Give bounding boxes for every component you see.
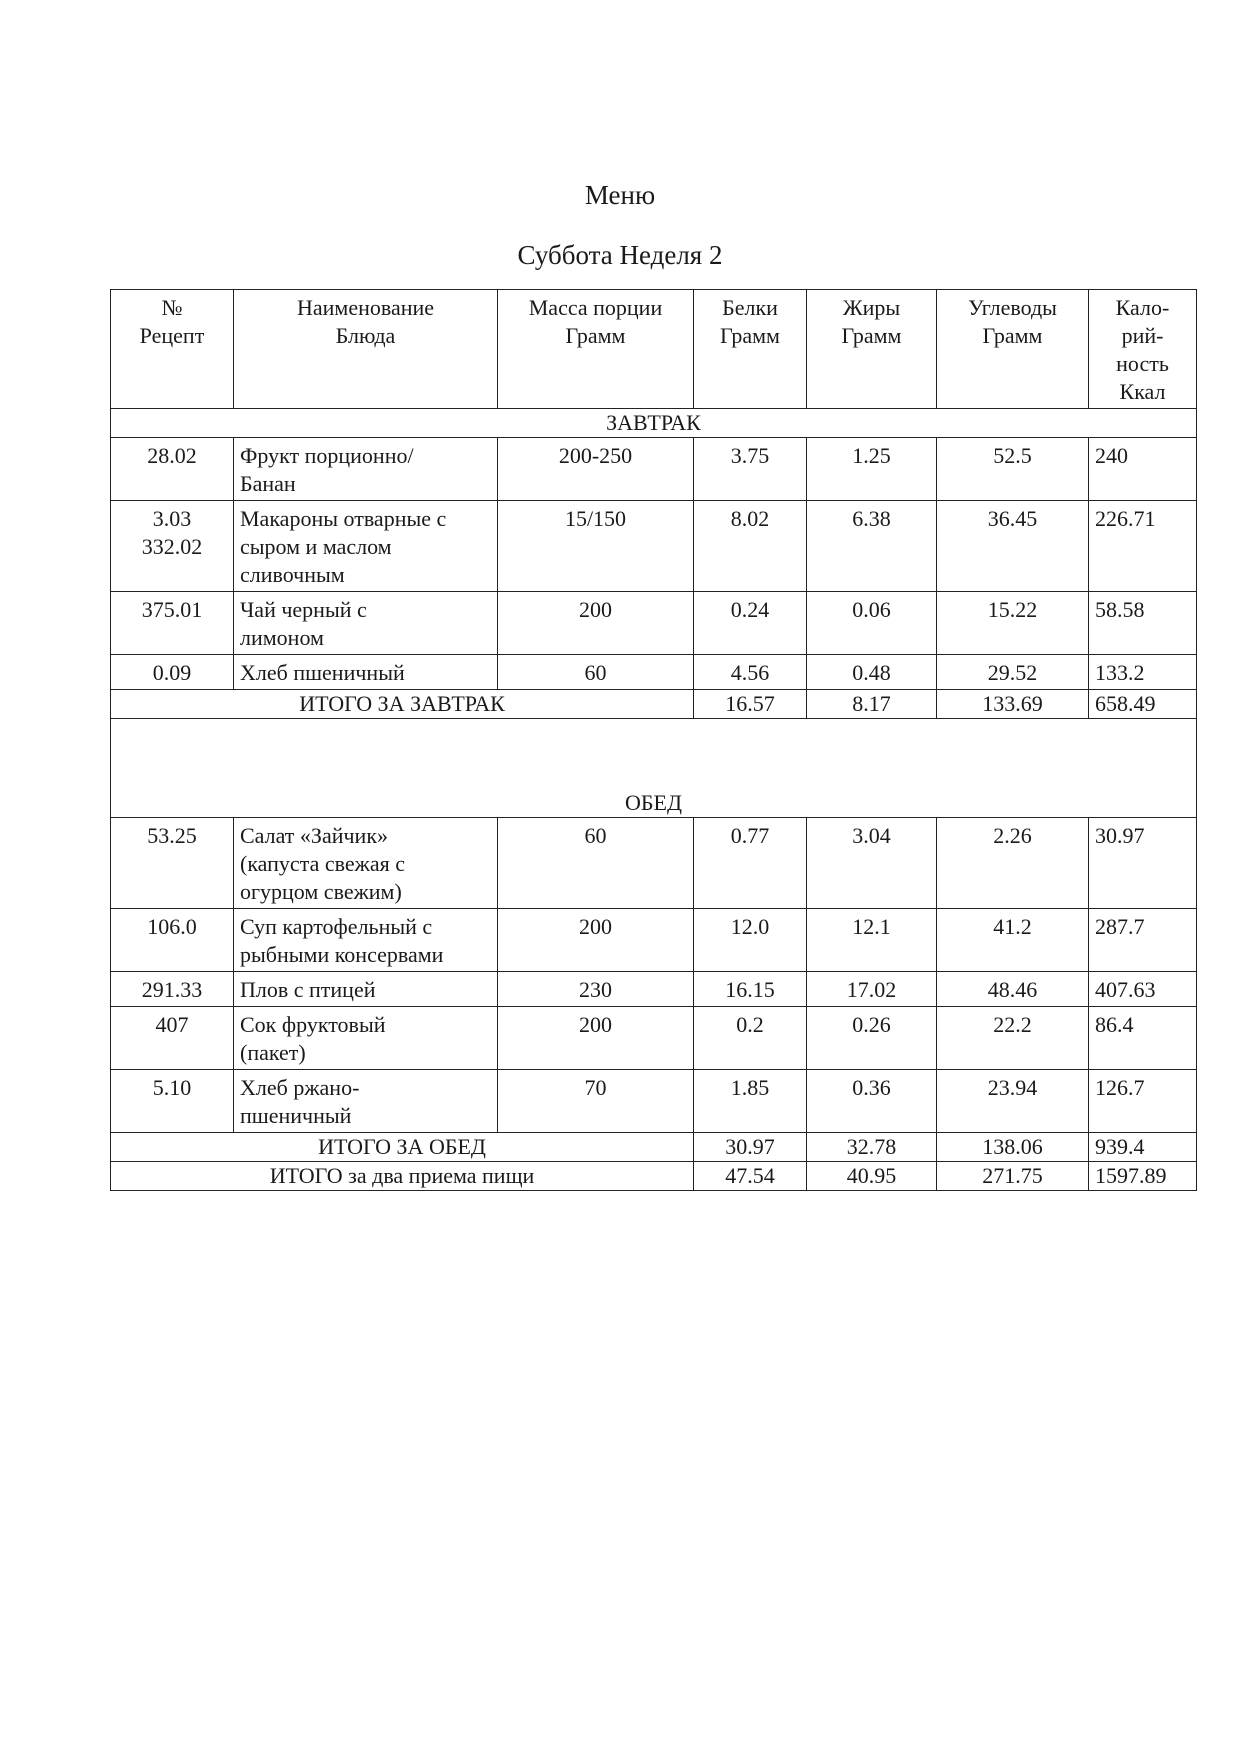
menu-table xyxy=(110,289,1197,1191)
section-label: ЗАВТРАК xyxy=(111,409,1197,438)
protein-cell: 0.2 xyxy=(694,1007,807,1070)
mass-cell: 70 xyxy=(498,1070,694,1133)
header-recipe: № Рецепт xyxy=(111,290,234,409)
carbs-cell: 52.5 xyxy=(937,438,1089,501)
dish-name-cell: Сок фруктовый (пакет) xyxy=(234,1007,498,1070)
recipe-cell: 291.33 xyxy=(111,972,234,1007)
fat-cell: 0.36 xyxy=(807,1070,937,1133)
carbs-cell: 2.26 xyxy=(937,818,1089,909)
protein-total: 30.97 xyxy=(694,1133,807,1162)
fat-cell: 0.26 xyxy=(807,1007,937,1070)
kcal-cell: 407.63 xyxy=(1089,972,1197,1007)
mass-cell: 200 xyxy=(498,909,694,972)
protein-cell: 0.77 xyxy=(694,818,807,909)
table-row xyxy=(111,909,1197,972)
recipe-cell: 28.02 xyxy=(111,438,234,501)
dish-name-cell: Суп картофельный с рыбными консервами xyxy=(234,909,498,972)
table-row xyxy=(111,1007,1197,1070)
table-row xyxy=(111,501,1197,592)
page-subtitle: Суббота Неделя 2 xyxy=(517,240,723,270)
header-row xyxy=(111,290,1197,409)
fat-total: 40.95 xyxy=(807,1162,937,1191)
protein-cell: 16.15 xyxy=(694,972,807,1007)
section-lunch xyxy=(111,789,1197,818)
kcal-cell: 30.97 xyxy=(1089,818,1197,909)
protein-total: 47.54 xyxy=(694,1162,807,1191)
protein-cell: 4.56 xyxy=(694,655,807,690)
lunch-total-row xyxy=(111,1133,1197,1162)
carbs-cell: 48.46 xyxy=(937,972,1089,1007)
dish-name-cell: Фрукт порционно/ Банан xyxy=(234,438,498,501)
carbs-total: 138.06 xyxy=(937,1133,1089,1162)
section-gap xyxy=(111,719,1197,790)
carbs-total: 271.75 xyxy=(937,1162,1089,1191)
carbs-cell: 29.52 xyxy=(937,655,1089,690)
fat-cell: 3.04 xyxy=(807,818,937,909)
header-kcal: Кало- рий- ность Ккал xyxy=(1089,290,1197,409)
dish-name-cell: Чай черный с лимоном xyxy=(234,592,498,655)
recipe-cell: 0.09 xyxy=(111,655,234,690)
fat-cell: 1.25 xyxy=(807,438,937,501)
recipe-cell: 106.0 xyxy=(111,909,234,972)
table-row xyxy=(111,1070,1197,1133)
mass-cell: 60 xyxy=(498,818,694,909)
dish-name-cell: Макароны отварные с сыром и маслом сливочным xyxy=(234,501,498,592)
protein-cell: 12.0 xyxy=(694,909,807,972)
carbs-cell: 15.22 xyxy=(937,592,1089,655)
mass-cell: 200 xyxy=(498,592,694,655)
protein-cell: 8.02 xyxy=(694,501,807,592)
mass-cell: 60 xyxy=(498,655,694,690)
fat-cell: 0.06 xyxy=(807,592,937,655)
header-mass: Масса порции Грамм xyxy=(498,290,694,409)
fat-cell: 17.02 xyxy=(807,972,937,1007)
kcal-cell: 126.7 xyxy=(1089,1070,1197,1133)
carbs-cell: 22.2 xyxy=(937,1007,1089,1070)
total-label: ИТОГО ЗА ОБЕД xyxy=(111,1133,694,1162)
carbs-total: 133.69 xyxy=(937,690,1089,719)
table-row xyxy=(111,972,1197,1007)
header-name: Наименование Блюда xyxy=(234,290,498,409)
mass-cell: 230 xyxy=(498,972,694,1007)
mass-cell: 200 xyxy=(498,1007,694,1070)
recipe-cell: 53.25 xyxy=(111,818,234,909)
breakfast-total-row xyxy=(111,690,1197,719)
mass-cell: 15/150 xyxy=(498,501,694,592)
total-label: ИТОГО ЗА ЗАВТРАК xyxy=(111,690,694,719)
kcal-cell: 86.4 xyxy=(1089,1007,1197,1070)
protein-cell: 1.85 xyxy=(694,1070,807,1133)
protein-total: 16.57 xyxy=(694,690,807,719)
kcal-cell: 226.71 xyxy=(1089,501,1197,592)
header-protein: Белки Грамм xyxy=(694,290,807,409)
protein-cell: 3.75 xyxy=(694,438,807,501)
table-row xyxy=(111,818,1197,909)
protein-cell: 0.24 xyxy=(694,592,807,655)
carbs-cell: 23.94 xyxy=(937,1070,1089,1133)
dish-name-cell: Салат «Зайчик» (капуста свежая с огурцом свежим) xyxy=(234,818,498,909)
header-carbs: Углеводы Грамм xyxy=(937,290,1089,409)
fat-cell: 12.1 xyxy=(807,909,937,972)
kcal-cell: 240 xyxy=(1089,438,1197,501)
grand-total-row xyxy=(111,1162,1197,1191)
recipe-cell: 5.10 xyxy=(111,1070,234,1133)
recipe-cell: 407 xyxy=(111,1007,234,1070)
mass-cell: 200-250 xyxy=(498,438,694,501)
recipe-cell: 375.01 xyxy=(111,592,234,655)
section-breakfast xyxy=(111,409,1197,438)
table-row xyxy=(111,592,1197,655)
section-label: ОБЕД xyxy=(111,789,1197,818)
recipe-cell: 3.03 332.02 xyxy=(111,501,234,592)
table-row xyxy=(111,438,1197,501)
dish-name-cell: Хлеб пшеничный xyxy=(234,655,498,690)
kcal-cell: 58.58 xyxy=(1089,592,1197,655)
fat-cell: 0.48 xyxy=(807,655,937,690)
dish-name-cell: Хлеб ржано- пшеничный xyxy=(234,1070,498,1133)
fat-total: 8.17 xyxy=(807,690,937,719)
kcal-cell: 287.7 xyxy=(1089,909,1197,972)
page-title: Меню xyxy=(584,180,656,210)
header-fat: Жиры Грамм xyxy=(807,290,937,409)
kcal-total: 658.49 xyxy=(1089,690,1197,719)
fat-cell: 6.38 xyxy=(807,501,937,592)
table-row xyxy=(111,655,1197,690)
kcal-cell: 133.2 xyxy=(1089,655,1197,690)
carbs-cell: 41.2 xyxy=(937,909,1089,972)
carbs-cell: 36.45 xyxy=(937,501,1089,592)
dish-name-cell: Плов с птицей xyxy=(234,972,498,1007)
kcal-total: 1597.89 xyxy=(1089,1162,1197,1191)
total-label: ИТОГО за два приема пищи xyxy=(111,1162,694,1191)
kcal-total: 939.4 xyxy=(1089,1133,1197,1162)
fat-total: 32.78 xyxy=(807,1133,937,1162)
